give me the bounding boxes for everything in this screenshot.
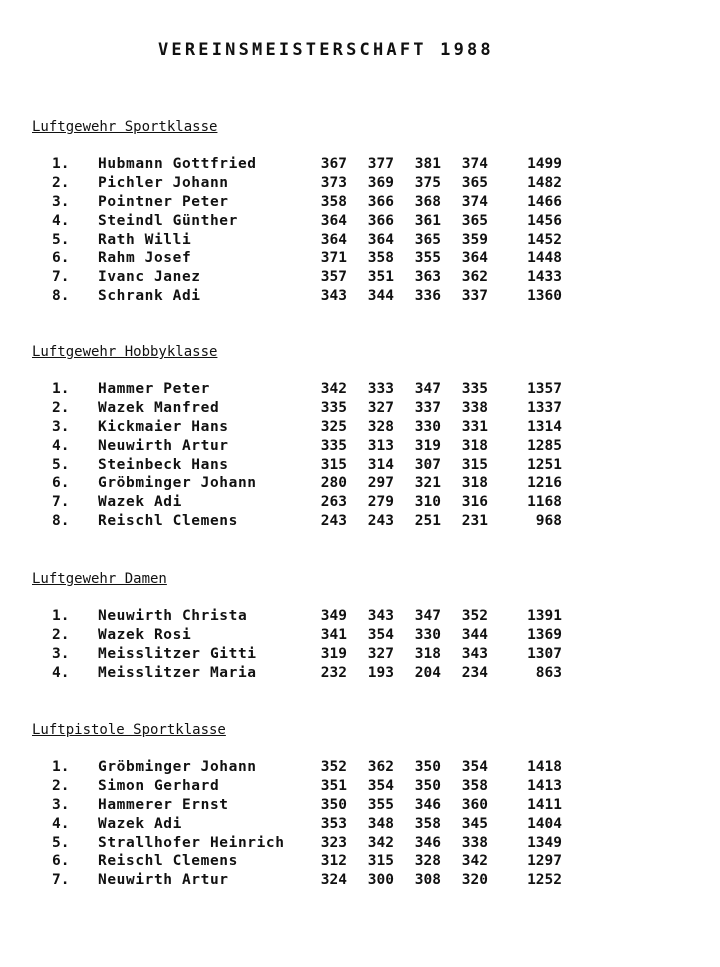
score-1-cell: 371 <box>320 250 347 267</box>
score-3-cell: 346 <box>414 834 441 851</box>
name-cell: Wazek Rosi <box>98 626 192 643</box>
score-3-cell: 328 <box>414 853 441 870</box>
table-row <box>0 815 720 834</box>
score-4-cell: 344 <box>461 626 488 643</box>
total-cell: 1456 <box>527 212 562 229</box>
total-cell: 1314 <box>527 418 562 435</box>
name-cell: Hammer Peter <box>98 381 210 397</box>
score-2-cell: 377 <box>367 156 394 172</box>
score-4-cell: 331 <box>461 418 488 435</box>
score-2-cell: 366 <box>367 193 394 210</box>
score-1-cell: 353 <box>320 815 347 832</box>
table-row <box>0 758 720 777</box>
rank-cell: 6. <box>52 250 70 267</box>
section-heading: Luftpistole Sportklasse <box>32 722 226 738</box>
table-row <box>0 664 720 683</box>
score-4-cell: 320 <box>461 872 488 889</box>
total-cell: 1297 <box>527 853 562 870</box>
name-cell: Simon Gerhard <box>98 777 220 794</box>
name-cell: Pointner Peter <box>98 193 229 210</box>
score-3-cell: 336 <box>414 288 441 305</box>
score-3-cell: 318 <box>414 645 441 662</box>
score-4-cell: 359 <box>461 231 488 248</box>
score-2-cell: 348 <box>367 815 394 832</box>
score-1-cell: 349 <box>320 608 347 624</box>
score-3-cell: 358 <box>414 815 441 832</box>
total-cell: 1466 <box>527 193 562 210</box>
score-3-cell: 346 <box>414 796 441 813</box>
name-cell: Wazek Manfred <box>98 399 220 416</box>
score-4-cell: 365 <box>461 212 488 229</box>
score-1-cell: 319 <box>320 645 347 662</box>
score-2-cell: 279 <box>367 494 394 511</box>
name-cell: Strallhofer Heinrich <box>98 834 285 851</box>
rank-cell: 2. <box>52 777 70 794</box>
score-4-cell: 342 <box>461 853 488 870</box>
score-2-cell: 297 <box>367 475 394 492</box>
name-cell: Wazek Adi <box>98 815 182 832</box>
score-2-cell: 327 <box>367 399 394 416</box>
table-row <box>0 456 720 475</box>
total-cell: 1404 <box>527 815 562 832</box>
total-cell: 1252 <box>527 872 562 889</box>
score-3-cell: 355 <box>414 250 441 267</box>
score-2-cell: 300 <box>367 872 394 889</box>
total-cell: 1448 <box>527 250 562 267</box>
table-row <box>0 852 720 871</box>
score-3-cell: 347 <box>414 608 441 624</box>
score-4-cell: 374 <box>461 156 488 172</box>
rank-cell: 1. <box>52 608 70 624</box>
score-3-cell: 308 <box>414 872 441 889</box>
score-1-cell: 373 <box>320 174 347 191</box>
rank-cell: 3. <box>52 796 70 813</box>
name-cell: Neuwirth Christa <box>98 608 248 624</box>
rank-cell: 3. <box>52 193 70 210</box>
score-2-cell: 314 <box>367 456 394 473</box>
score-2-cell: 333 <box>367 381 394 397</box>
score-4-cell: 345 <box>461 815 488 832</box>
score-1-cell: 367 <box>320 156 347 172</box>
total-cell: 968 <box>535 513 562 530</box>
score-2-cell: 343 <box>367 608 394 624</box>
score-3-cell: 251 <box>414 513 441 530</box>
score-4-cell: 231 <box>461 513 488 530</box>
table-row <box>0 399 720 418</box>
score-2-cell: 327 <box>367 645 394 662</box>
table-row <box>0 493 720 512</box>
score-1-cell: 343 <box>320 288 347 305</box>
results-table <box>0 607 720 683</box>
rank-cell: 6. <box>52 475 70 492</box>
score-3-cell: 307 <box>414 456 441 473</box>
score-4-cell: 338 <box>461 834 488 851</box>
total-cell: 1285 <box>527 437 562 454</box>
name-cell: Hammerer Ernst <box>98 796 229 813</box>
score-1-cell: 352 <box>320 759 347 775</box>
score-3-cell: 337 <box>414 399 441 416</box>
score-4-cell: 338 <box>461 399 488 416</box>
total-cell: 1357 <box>527 381 562 397</box>
score-3-cell: 365 <box>414 231 441 248</box>
score-1-cell: 232 <box>320 664 347 681</box>
score-4-cell: 318 <box>461 475 488 492</box>
score-4-cell: 315 <box>461 456 488 473</box>
name-cell: Rath Willi <box>98 231 192 248</box>
score-1-cell: 335 <box>320 437 347 454</box>
score-2-cell: 358 <box>367 250 394 267</box>
rank-cell: 8. <box>52 288 70 305</box>
score-1-cell: 243 <box>320 513 347 530</box>
name-cell: Steinbeck Hans <box>98 456 229 473</box>
score-3-cell: 321 <box>414 475 441 492</box>
score-3-cell: 350 <box>414 759 441 775</box>
rank-cell: 7. <box>52 269 70 286</box>
score-4-cell: 316 <box>461 494 488 511</box>
results-table <box>0 758 720 890</box>
name-cell: Neuwirth Artur <box>98 872 229 889</box>
rank-cell: 1. <box>52 381 70 397</box>
score-2-cell: 243 <box>367 513 394 530</box>
score-1-cell: 341 <box>320 626 347 643</box>
score-4-cell: 335 <box>461 381 488 397</box>
rank-cell: 2. <box>52 399 70 416</box>
score-2-cell: 364 <box>367 231 394 248</box>
score-1-cell: 357 <box>320 269 347 286</box>
score-1-cell: 324 <box>320 872 347 889</box>
name-cell: Gröbminger Johann <box>98 475 257 492</box>
total-cell: 1216 <box>527 475 562 492</box>
table-row <box>0 212 720 231</box>
score-2-cell: 344 <box>367 288 394 305</box>
name-cell: Ivanc Janez <box>98 269 201 286</box>
score-4-cell: 354 <box>461 759 488 775</box>
document-title: VEREINSMEISTERSCHAFT 1988 <box>158 40 494 60</box>
rank-cell: 8. <box>52 513 70 530</box>
name-cell: Neuwirth Artur <box>98 437 229 454</box>
score-3-cell: 368 <box>414 193 441 210</box>
score-1-cell: 358 <box>320 193 347 210</box>
name-cell: Meisslitzer Gitti <box>98 645 257 662</box>
score-2-cell: 369 <box>367 174 394 191</box>
section-heading: Luftgewehr Damen <box>32 571 167 587</box>
score-2-cell: 354 <box>367 626 394 643</box>
score-1-cell: 342 <box>320 381 347 397</box>
total-cell: 1349 <box>527 834 562 851</box>
rank-cell: 7. <box>52 872 70 889</box>
total-cell: 1360 <box>527 288 562 305</box>
rank-cell: 3. <box>52 418 70 435</box>
score-4-cell: 365 <box>461 174 488 191</box>
rank-cell: 1. <box>52 156 70 172</box>
table-row <box>0 796 720 815</box>
table-row <box>0 474 720 493</box>
name-cell: Hubmann Gottfried <box>98 156 257 172</box>
score-1-cell: 280 <box>320 475 347 492</box>
score-2-cell: 315 <box>367 853 394 870</box>
score-1-cell: 263 <box>320 494 347 511</box>
rank-cell: 3. <box>52 645 70 662</box>
total-cell: 1391 <box>527 608 562 624</box>
total-cell: 1482 <box>527 174 562 191</box>
score-4-cell: 364 <box>461 250 488 267</box>
rank-cell: 2. <box>52 174 70 191</box>
name-cell: Pichler Johann <box>98 174 229 191</box>
score-1-cell: 335 <box>320 399 347 416</box>
score-1-cell: 323 <box>320 834 347 851</box>
table-row <box>0 155 720 174</box>
name-cell: Schrank Adi <box>98 288 201 305</box>
total-cell: 1337 <box>527 399 562 416</box>
rank-cell: 4. <box>52 437 70 454</box>
rank-cell: 2. <box>52 626 70 643</box>
table-row <box>0 626 720 645</box>
score-2-cell: 362 <box>367 759 394 775</box>
name-cell: Reischl Clemens <box>98 853 238 870</box>
score-3-cell: 310 <box>414 494 441 511</box>
section-heading: Luftgewehr Sportklasse <box>32 119 218 135</box>
table-row <box>0 268 720 287</box>
rank-cell: 7. <box>52 494 70 511</box>
total-cell: 1499 <box>527 156 562 172</box>
score-4-cell: 358 <box>461 777 488 794</box>
total-cell: 1418 <box>527 759 562 775</box>
score-1-cell: 350 <box>320 796 347 813</box>
name-cell: Steindl Günther <box>98 212 238 229</box>
name-cell: Kickmaier Hans <box>98 418 229 435</box>
table-row <box>0 645 720 664</box>
score-4-cell: 343 <box>461 645 488 662</box>
rank-cell: 6. <box>52 853 70 870</box>
table-row <box>0 193 720 212</box>
score-2-cell: 342 <box>367 834 394 851</box>
table-row <box>0 231 720 250</box>
total-cell: 1307 <box>527 645 562 662</box>
score-3-cell: 361 <box>414 212 441 229</box>
total-cell: 1452 <box>527 231 562 248</box>
score-2-cell: 193 <box>367 664 394 681</box>
results-table <box>0 380 720 531</box>
name-cell: Gröbminger Johann <box>98 759 257 775</box>
rank-cell: 5. <box>52 834 70 851</box>
name-cell: Meisslitzer Maria <box>98 664 257 681</box>
rank-cell: 5. <box>52 456 70 473</box>
table-row <box>0 437 720 456</box>
score-4-cell: 352 <box>461 608 488 624</box>
score-1-cell: 351 <box>320 777 347 794</box>
score-3-cell: 330 <box>414 418 441 435</box>
score-4-cell: 234 <box>461 664 488 681</box>
table-row <box>0 287 720 306</box>
table-row <box>0 174 720 193</box>
total-cell: 863 <box>535 664 562 681</box>
rank-cell: 5. <box>52 231 70 248</box>
score-1-cell: 312 <box>320 853 347 870</box>
total-cell: 1413 <box>527 777 562 794</box>
score-4-cell: 362 <box>461 269 488 286</box>
total-cell: 1168 <box>527 494 562 511</box>
rank-cell: 1. <box>52 759 70 775</box>
score-2-cell: 313 <box>367 437 394 454</box>
score-4-cell: 360 <box>461 796 488 813</box>
table-row <box>0 418 720 437</box>
score-3-cell: 319 <box>414 437 441 454</box>
score-1-cell: 315 <box>320 456 347 473</box>
table-row <box>0 380 720 399</box>
total-cell: 1433 <box>527 269 562 286</box>
score-3-cell: 375 <box>414 174 441 191</box>
score-2-cell: 354 <box>367 777 394 794</box>
score-2-cell: 351 <box>367 269 394 286</box>
score-3-cell: 350 <box>414 777 441 794</box>
total-cell: 1411 <box>527 796 562 813</box>
score-3-cell: 204 <box>414 664 441 681</box>
name-cell: Wazek Adi <box>98 494 182 511</box>
score-2-cell: 328 <box>367 418 394 435</box>
score-4-cell: 337 <box>461 288 488 305</box>
table-row <box>0 777 720 796</box>
score-4-cell: 318 <box>461 437 488 454</box>
table-row <box>0 607 720 626</box>
section-heading: Luftgewehr Hobbyklasse <box>32 344 218 360</box>
table-row <box>0 871 720 890</box>
score-2-cell: 366 <box>367 212 394 229</box>
total-cell: 1251 <box>527 456 562 473</box>
rank-cell: 4. <box>52 212 70 229</box>
score-3-cell: 381 <box>414 156 441 172</box>
name-cell: Rahm Josef <box>98 250 192 267</box>
score-2-cell: 355 <box>367 796 394 813</box>
score-1-cell: 325 <box>320 418 347 435</box>
table-row <box>0 512 720 531</box>
name-cell: Reischl Clemens <box>98 513 238 530</box>
score-3-cell: 330 <box>414 626 441 643</box>
score-1-cell: 364 <box>320 231 347 248</box>
rank-cell: 4. <box>52 664 70 681</box>
results-table <box>0 155 720 306</box>
table-row <box>0 834 720 853</box>
score-3-cell: 363 <box>414 269 441 286</box>
score-1-cell: 364 <box>320 212 347 229</box>
rank-cell: 4. <box>52 815 70 832</box>
total-cell: 1369 <box>527 626 562 643</box>
score-3-cell: 347 <box>414 381 441 397</box>
table-row <box>0 249 720 268</box>
score-4-cell: 374 <box>461 193 488 210</box>
